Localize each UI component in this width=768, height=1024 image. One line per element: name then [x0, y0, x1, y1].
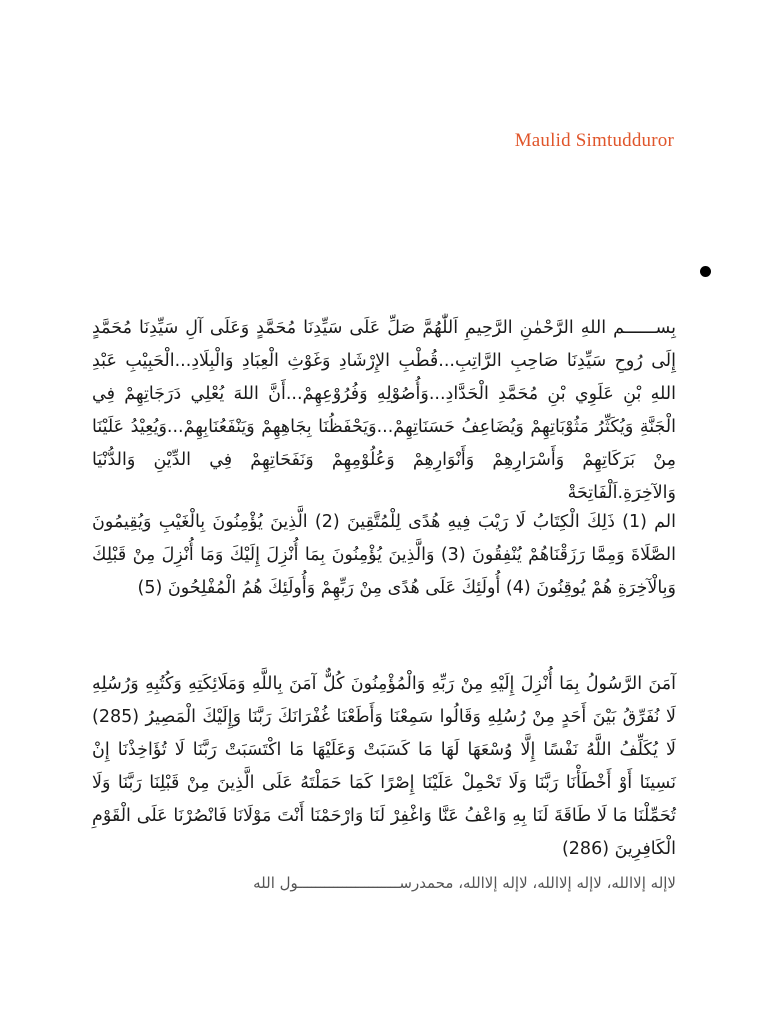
paragraph-al-baqarah-285-286: آمَنَ الرَّسُولُ بِمَا أُنْزِلَ إِلَيْهِ مِنْ رَبِّهِ وَالْمُؤْمِنُونَ كُلٌّ آمَنَ بِاللَّهِ وَمَلَائِكَتِهِ وَكُتُبِهِ وَرُسُلِهِ لَا نُفَرِّقُ بَيْنَ أَحَدٍ مِنْ رُسُلِهِ وَقَالُوا سَمِعْنَا وَأَطَعْنَا غُفْرَانَكَ رَبَّنَا وَإِلَيْكَ الْمَصِيرُ (285) لَا يُكَلِّفُ اللَّهُ نَفْسًا إِلَّا وُسْعَهَا لَهَا مَا كَسَبَتْ وَعَلَيْهَا مَا اكْتَسَبَتْ رَبَّنَا لَا تُؤَاخِذْنَا إِنْ نَسِينَا أَوْ أَخْطَأْنَا رَبَّنَا وَلَا تَحْمِلْ عَلَيْنَا إِصْرًا كَمَا حَمَلْتَهُ عَلَى الَّذِينَ مِنْ قَبْلِنَا رَبَّنَا وَلَا تُحَمِّلْنَا مَا لَا طَاقَةَ لَنَا بِهِ وَاعْفُ عَنَّا وَاغْفِرْ لَنَا وَارْحَمْنَا أَنْتَ مَوْلَانَا فَانْصُرْنَا عَلَى الْقَوْمِ الْكَافِرِينَ (286): [92, 674, 676, 859]
page-title: Maulid Simtudduror: [514, 130, 674, 151]
paragraph-dedication: بِســــــم اللهِ الرَّحْمٰنِ الرَّحِيمِ اَللّٰهُمَّ صَلِّ عَلَى سَيِّدِنَا مُحَمَّدٍ وَعَلَى آلِ سَيِّدِنَا مُحَمَّدٍ إِلَى رُوحِ سَيِّدِنَا صَاحِبِ الرَّاتِبِ...قُطْبِ الإِرْشَادِ وَغَوْثِ الْعِبَادِ وَالْبِلَادِ...الْحَبِيْبِ عَبْدِ اللهِ بْنِ عَلَوِي بْنِ مُحَمَّدِ الْحَدَّادِ...وَأُصُوْلِهِ وَفُرُوْعِهِمْ...أَنَّ اللهَ يُعْلِي دَرَجَاتِهِمْ فِي الْجَنَّةِ وَيُكَثِّرُ مَثُوْبَاتِهِمْ وَيُضَاعِفُ حَسَنَاتِهِمْ...وَيَحْفَظُنَا بِجَاهِهِمْ وَيَنْفَعُنَابِهِمْ...وَيُعِيْدُ عَلَيْنَا مِنْ بَرَكَاتِهِمْ وَأَسْرَارِهِمْ وَأَنْوَارِهِمْ وَعُلُوْمِهِمْ وَنَفَحَاتِهِمْ فِي الدِّيْنِ وَالدُّنْيَا وَالآخِرَةِ.اَلْفَاتِحَةْ: [92, 318, 676, 503]
bullet-marker: [700, 266, 711, 277]
paragraph-al-baqarah-1-5: الم (1) ذَلِكَ الْكِتَابُ لَا رَيْبَ فِيهِ هُدًى لِلْمُتَّقِينَ (2) الَّذِينَ يُؤْمِنُونَ بِالْغَيْبِ وَيُقِيمُونَ الصَّلَاةَ وَمِمَّا رَزَقْنَاهُمْ يُنْفِقُونَ (3) وَالَّذِينَ يُؤْمِنُونَ بِمَا أُنْزِلَ إِلَيْكَ وَمَا أُنْزِلَ مِنْ قَبْلِكَ وَبِالْآخِرَةِ هُمْ يُوقِنُونَ (4) أُولَئِكَ عَلَى هُدًى مِنْ رَبِّهِمْ وَأُولَئِكَ هُمُ الْمُفْلِحُونَ (5): [92, 512, 676, 598]
tahlil-line: لاإله إلاالله، لاإله إلاالله، لاإله إلاالله، محمدرســـــــــــــــــــــــول الله: [253, 874, 676, 892]
